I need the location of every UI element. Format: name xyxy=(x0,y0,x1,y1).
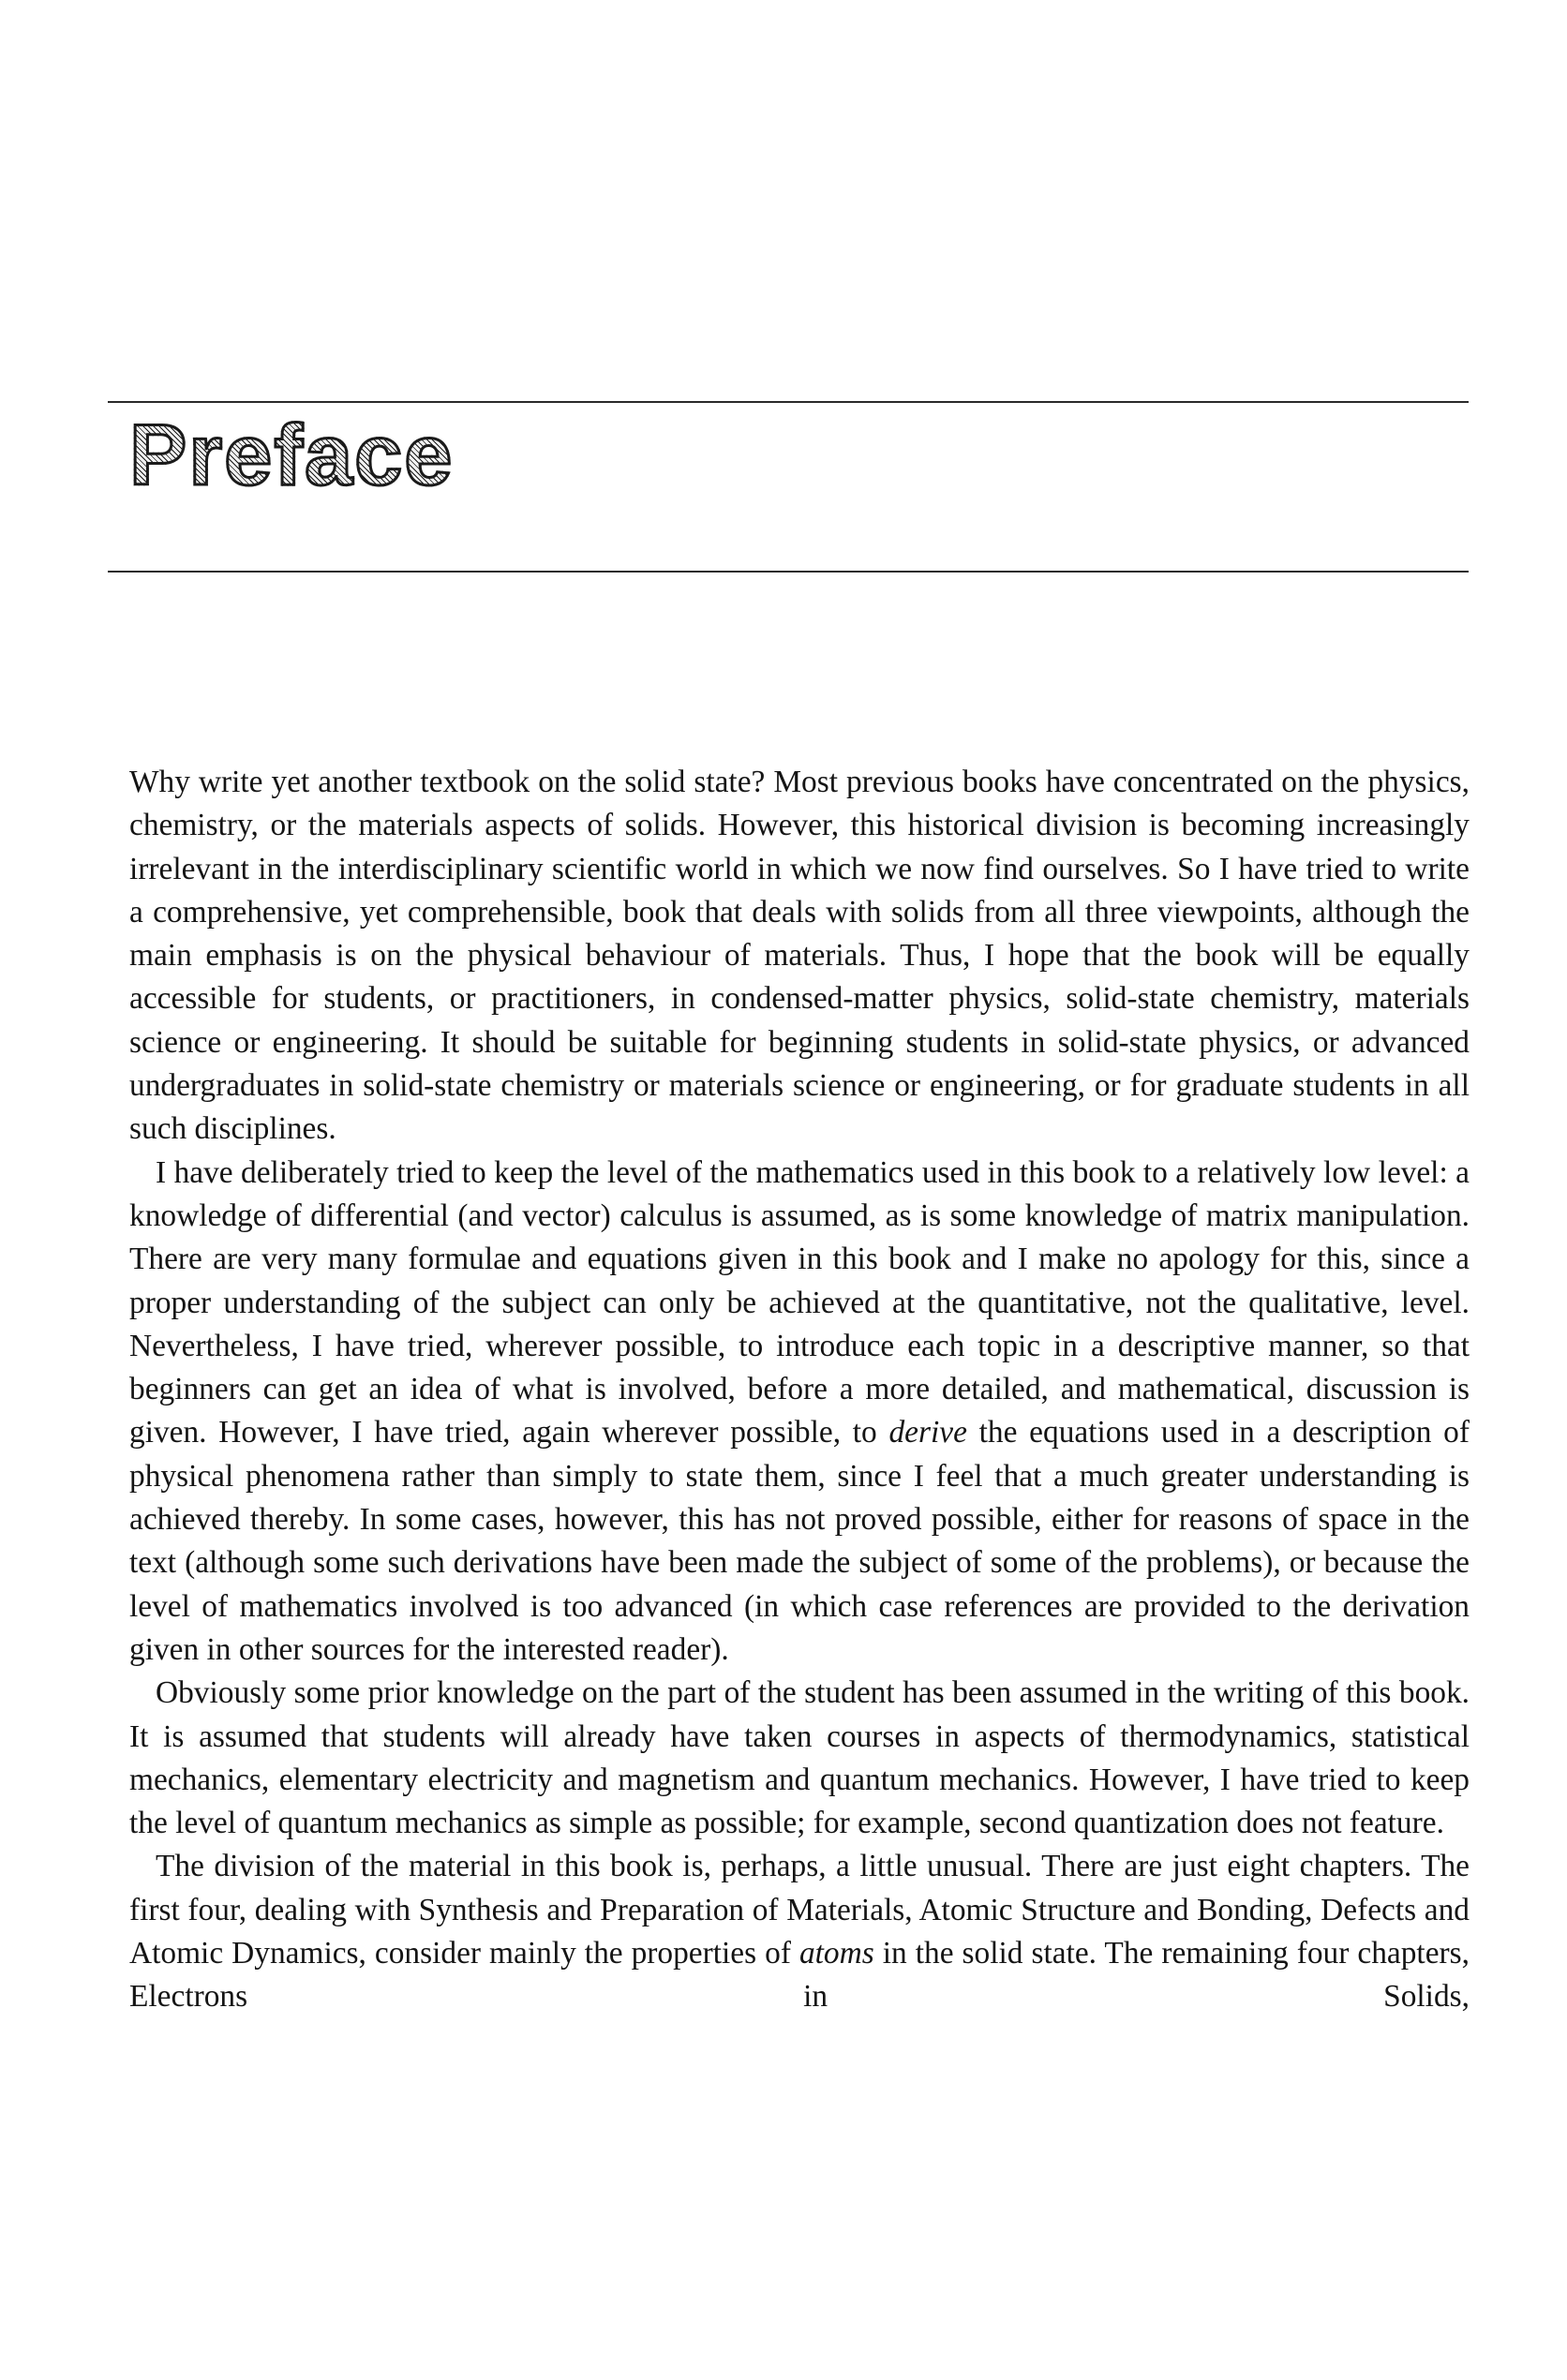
preface-body xyxy=(129,761,1470,2019)
title-top-rule xyxy=(108,401,1469,403)
page-title: Preface xyxy=(129,408,455,503)
paragraph-2 xyxy=(129,1152,1470,1673)
paragraph-3-text: Obviously some prior knowledge on the part of the student has been assumed in the writing of this book. It is assumed that students will already have taken courses in aspects of thermodynamics, statistical mechanics, elementary electricity and magnetism and quantum mechanics. However, I have tried to keep the level of quantum mechanics as simple as possible; for example, second quantization does not feature. xyxy=(129,1675,1470,1841)
paragraph-4 xyxy=(129,1845,1470,2018)
paragraph-2-emphasis-derive: derive xyxy=(888,1415,967,1450)
paragraph-2-text-b: the equations used in a description of physical phenomena rather than simply to state them, since I feel that a much greater understanding is achieved thereby. In some cases, however, this has not proved possible, either for reasons of space in the text (although some such derivations have been made the subject of some of the problems), or because the level of mathematics involved is too advanced (in which case references are provided to the derivation given in other sources for the interested reader). xyxy=(129,1415,1470,1667)
paragraph-1-text: Why write yet another textbook on the solid state? Most previous books have concentrated on the physics, chemistry, or the materials aspects of solids. However, this historical division is becoming increasingly irrelevant in the interdisciplinary scientific world in which we now find ourselves. So I have tried to write a comprehensive, yet comprehensible, book that deals with solids from all three viewpoints, although the main emphasis is on the physical behaviour of materials. Thus, I hope that the book will be equally accessible for students, or practitioners, in condensed-matter physics, solid-state chemistry, materials science or engineering. It should be suitable for beginning students in solid-state physics, or advanced undergraduates in solid-state chemistry or materials science or engineering, or for graduate students in all such disciplines. xyxy=(129,765,1470,1147)
paragraph-3 xyxy=(129,1672,1470,1845)
paragraph-4-emphasis-atoms: atoms xyxy=(798,1936,874,1971)
paragraph-1 xyxy=(129,761,1470,1152)
title-bottom-rule xyxy=(108,571,1469,573)
paragraph-2-text-a: I have deliberately tried to keep the level of the mathematics used in this book to a relatively low level: a knowledge of differential (and vector) calculus is assumed, as is some knowledge of matrix manipulation. There are very many formulae and equations given in this book and I make no apology for this, since a proper understanding of the subject can only be achieved at the quantitative, not the qualitative, level. Nevertheless, I have tried, wherever possible, to introduce each topic in a descriptive manner, so that beginners can get an idea of what is involved, before a more detailed, and mathematical, discussion is given. However, I have tried, again wherever possible, to xyxy=(129,1154,1470,1450)
paragraph-4-text-a: The division of the material in this book is, perhaps, a little unusual. There are just eight chapters. The first four, dealing with Synthesis and Preparation of Materials, Atomic Structure and Bonding, Defects and Atomic Dynamics, consider mainly the properties of xyxy=(129,1849,1470,1971)
paragraph-4-text-b: in the solid state. The remaining four chapters, Electrons in Solids, xyxy=(129,1936,1470,2015)
